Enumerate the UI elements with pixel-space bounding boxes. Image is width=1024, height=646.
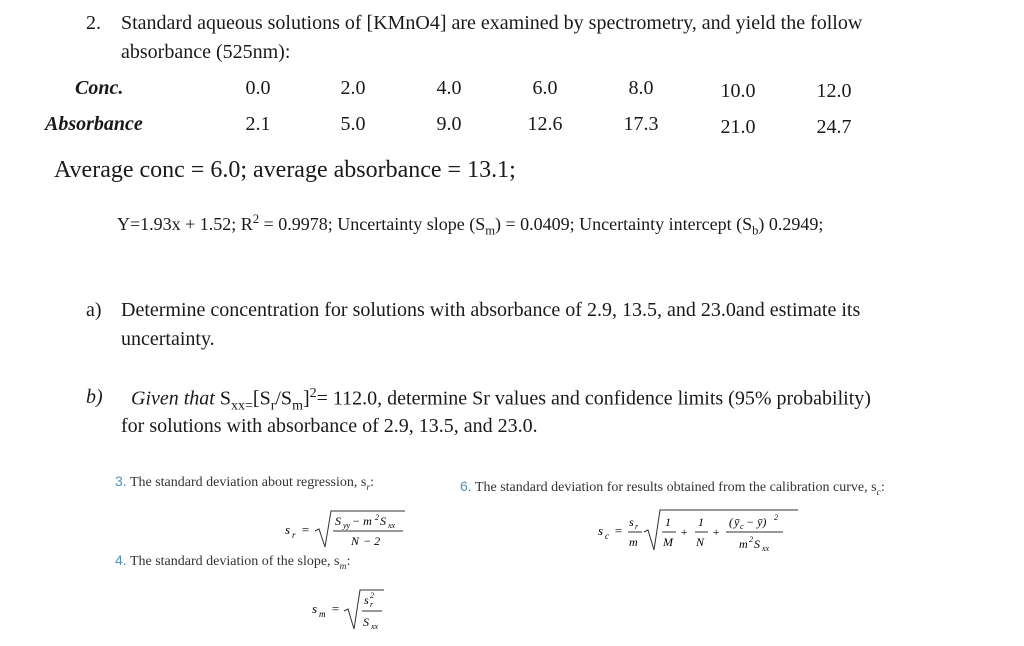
absorbance-cell: 21.0 <box>720 116 756 138</box>
absorbance-cell: 2.1 <box>245 113 271 135</box>
part-a-line-2: uncertainty. <box>121 328 215 350</box>
slash-s: /S <box>275 387 293 410</box>
conc-cell: 6.0 <box>532 77 558 99</box>
svg-text:(: ( <box>729 515 733 529</box>
note-4-number: 4. <box>115 552 127 568</box>
sxx-sub: xx= <box>231 398 253 414</box>
svg-text:=: = <box>331 601 340 616</box>
sxx-s: S <box>214 387 231 410</box>
svg-text:m: m <box>629 535 638 549</box>
part-b-label: b) <box>86 386 103 408</box>
part-a-line-1: Determine concentration for solutions with absorbance of 2.9, 13.5, and 23.0and estimate its <box>121 299 861 321</box>
square-sup: 2 <box>309 386 317 401</box>
svg-text:1: 1 <box>665 515 671 529</box>
absorbance-cell: 17.3 <box>623 113 659 135</box>
sm-sub: m <box>485 223 496 238</box>
sr-formula <box>285 507 415 551</box>
svg-text:xx: xx <box>762 544 770 553</box>
r-sub: r <box>270 398 276 414</box>
question-number: 2. <box>86 12 101 34</box>
absorbance-label: Absorbance <box>45 113 143 135</box>
svg-text:=: = <box>301 522 310 537</box>
svg-text:r: r <box>370 600 374 609</box>
svg-text:− ȳ): − ȳ) <box>746 515 767 529</box>
svg-text:s: s <box>364 593 369 607</box>
m-sub: m <box>292 398 303 414</box>
svg-text:+: + <box>680 525 689 539</box>
sc-formula <box>598 506 808 556</box>
bracket-open: [S <box>252 387 271 410</box>
absorbance-cell: 24.7 <box>816 116 852 138</box>
part-a-label: a) <box>86 299 102 321</box>
conc-cell: 2.0 <box>340 77 366 99</box>
question-line-1: Standard aqueous solutions of [KMnO4] are examined by spectrometry, and yield the follow <box>121 12 863 34</box>
svg-text:1: 1 <box>698 515 704 529</box>
svg-text:s: s <box>312 601 318 616</box>
svg-text:− m: − m <box>352 514 372 528</box>
svg-text:M: M <box>663 535 673 549</box>
svg-text:− 2: − 2 <box>363 534 381 548</box>
svg-text:s: s <box>285 522 291 537</box>
svg-text:r: r <box>635 522 639 531</box>
svg-text:m: m <box>739 537 748 551</box>
svg-text:N: N <box>696 535 705 549</box>
part-b-rest: = 112.0, determine Sr values and confidence limits (95% probability) <box>316 387 871 410</box>
svg-text:=: = <box>614 523 623 538</box>
svg-text:m: m <box>319 609 326 619</box>
conc-cell: 0.0 <box>245 77 271 99</box>
svg-text:2: 2 <box>375 513 379 522</box>
svg-text:S: S <box>754 537 760 551</box>
part-b-given: Given that <box>131 387 215 410</box>
part-b-line-1 <box>131 386 871 415</box>
svg-text:2: 2 <box>370 591 374 600</box>
conc-cell: 4.0 <box>436 77 462 99</box>
svg-text:2: 2 <box>749 535 753 544</box>
regression-eq-4: ) 0.2949; <box>758 214 824 234</box>
sb-sub: b <box>752 223 759 238</box>
conc-cell: 10.0 <box>720 80 756 102</box>
note-6-sub: c <box>876 486 881 498</box>
note-3-number: 3. <box>115 473 127 489</box>
svg-text:yy: yy <box>343 521 351 530</box>
svg-text:N: N <box>351 534 360 548</box>
svg-text:S: S <box>335 514 341 528</box>
svg-text:S: S <box>363 615 369 629</box>
note-item-6: 6. The standard deviation for results obtained from the calibration curve, $s_c$: <box>460 478 885 498</box>
regression-eq: Y=1.93x + 1.52; R <box>117 214 253 234</box>
part-b-line-2: for solutions with absorbance of 2.9, 13.5, and 23.0. <box>121 415 538 437</box>
sm-formula <box>312 587 392 633</box>
svg-text:ȳ: ȳ <box>734 515 740 529</box>
note-item-4: 4. The standard deviation of the slope, $s_m$: <box>115 552 351 572</box>
svg-text:+: + <box>712 525 721 539</box>
absorbance-cell: 5.0 <box>340 113 366 135</box>
conc-label: Conc. <box>75 77 124 99</box>
note-4-text: The standard deviation of the slope, s <box>129 554 340 569</box>
svg-text:c: c <box>605 531 609 541</box>
note-6-number: 6. <box>460 478 472 494</box>
note-3-text: The standard deviation about regression, s <box>129 475 367 490</box>
averages-line: Average conc = 6.0; average absorbance = 13.1; <box>54 157 516 183</box>
regression-eq-2: = 0.9978; Uncertainty slope (S <box>259 214 486 234</box>
svg-text:xx: xx <box>371 622 379 631</box>
absorbance-cell: 9.0 <box>436 113 462 135</box>
svg-text:s: s <box>598 523 604 538</box>
svg-text:s: s <box>629 515 634 529</box>
svg-text:S: S <box>380 514 386 528</box>
bracket-close: ] <box>302 387 310 410</box>
svg-text:r: r <box>292 530 296 540</box>
question-line-2: absorbance (525nm): <box>121 41 291 63</box>
regression-line <box>117 212 823 239</box>
note-3-sub: r <box>366 481 371 493</box>
svg-text:2: 2 <box>774 513 778 522</box>
note-item-3: 3. The standard deviation about regression, $s_r$: <box>115 473 375 493</box>
regression-eq-3: ) = 0.0409; Uncertainty intercept (S <box>495 214 753 234</box>
conc-cell: 12.0 <box>816 80 852 102</box>
svg-text:c: c <box>740 522 744 531</box>
r-squared-sup: 2 <box>252 212 260 226</box>
note-4-sub: m <box>339 560 347 572</box>
note-6-text: The standard deviation for results obtained from the calibration curve, s <box>474 480 877 495</box>
svg-text:xx: xx <box>388 521 396 530</box>
absorbance-cell: 12.6 <box>527 113 563 135</box>
conc-cell: 8.0 <box>628 77 654 99</box>
